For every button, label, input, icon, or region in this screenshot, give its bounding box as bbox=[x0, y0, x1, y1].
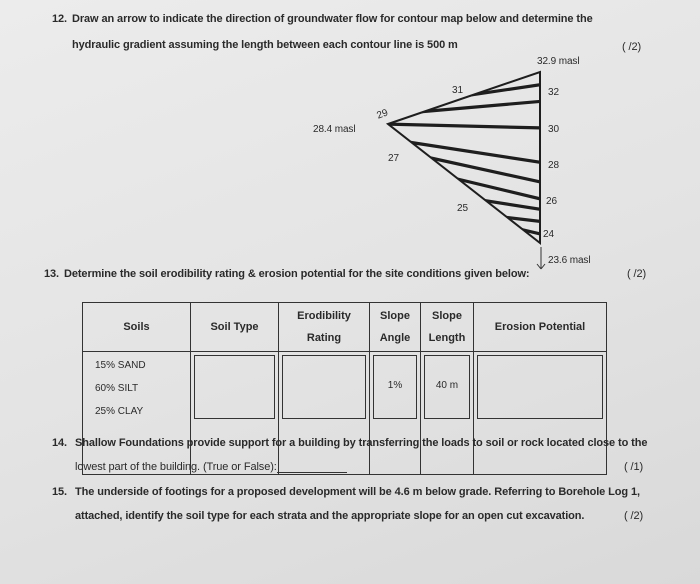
cell-slope-angle bbox=[370, 352, 421, 475]
contour-label-27: 27 bbox=[388, 153, 399, 164]
header-erodibility-rating: Erodibility Rating bbox=[279, 303, 370, 352]
contour-29-30 bbox=[382, 124, 545, 128]
label-bottom-elevation: 23.6 masl bbox=[548, 255, 591, 266]
erosion-potential-answer-box[interactable] bbox=[477, 355, 603, 419]
q14-number: 14. bbox=[52, 437, 67, 449]
contour-label-30: 30 bbox=[548, 124, 559, 135]
contour-label-24: 24 bbox=[543, 229, 554, 240]
soil-erosion-table bbox=[82, 302, 607, 475]
soil-type-answer-box[interactable] bbox=[194, 355, 275, 419]
cell-erosion-potential[interactable] bbox=[474, 352, 607, 475]
contour-label-26: 26 bbox=[546, 196, 557, 207]
q13-text: Determine the soil erodibility rating & erosion potential for the site conditions given below: bbox=[64, 268, 530, 280]
header-slope-angle: Slope Angle bbox=[370, 303, 421, 352]
soil-clay: 25% CLAY bbox=[95, 406, 144, 417]
q12-marks: ( /2) bbox=[622, 41, 642, 53]
header-soils: Soils bbox=[83, 303, 191, 352]
contour-28-5 bbox=[395, 140, 545, 163]
soil-sand: 15% SAND bbox=[95, 360, 146, 371]
contour-label-31: 31 bbox=[452, 85, 463, 96]
header-slope-length: Slope Length bbox=[421, 303, 474, 352]
q13-marks: ( /2) bbox=[627, 268, 647, 280]
table-row bbox=[83, 352, 607, 475]
cell-erodibility-rating[interactable] bbox=[279, 352, 370, 475]
q14-answer-blank[interactable] bbox=[277, 462, 347, 473]
header-erosion-potential: Erosion Potential bbox=[474, 303, 607, 352]
cell-soils bbox=[83, 352, 191, 475]
soil-silt: 60% SILT bbox=[95, 383, 139, 394]
contour-24 bbox=[502, 225, 545, 235]
cell-soil-type[interactable] bbox=[191, 352, 279, 475]
label-left-elevation: 28.4 masl bbox=[313, 124, 356, 135]
q14-marks: ( /1) bbox=[624, 461, 644, 473]
contour-27-28 bbox=[408, 153, 545, 183]
q15-text-line1: The underside of footings for a proposed development will be 4.6 m below grade. Referring to Borehole Log 1, bbox=[75, 486, 640, 498]
q14-text-line1: Shallow Foundations provide support for a building by transferring the loads to soil or rock located close to the bbox=[75, 437, 648, 449]
contour-label-28: 28 bbox=[548, 160, 559, 171]
q12-number: 12. bbox=[52, 13, 67, 25]
contour-26-5 bbox=[428, 172, 545, 200]
q12-text-line1: Draw an arrow to indicate the direction of groundwater flow for contour map below and determine the bbox=[72, 13, 593, 25]
contour-label-29: 29 bbox=[375, 107, 390, 122]
contour-label-25: 25 bbox=[457, 203, 468, 214]
erodibility-answer-box[interactable] bbox=[282, 355, 366, 419]
table-header-row bbox=[83, 303, 607, 352]
q13-number: 13. bbox=[44, 268, 59, 280]
q14-text-line2: lowest part of the building. (True or False): bbox=[75, 461, 347, 473]
header-soil-type: Soil Type bbox=[191, 303, 279, 352]
label-top-elevation: 32.9 masl bbox=[537, 56, 580, 67]
slope-angle-value: 1% bbox=[373, 355, 417, 419]
contour-label-32: 32 bbox=[548, 87, 559, 98]
q15-marks: ( /2) bbox=[624, 510, 644, 522]
slope-length-value: 40 m bbox=[424, 355, 470, 419]
q15-number: 15. bbox=[52, 486, 67, 498]
q15-text-line2: attached, identify the soil type for each strata and the appropriate slope for an open cut excavation. bbox=[75, 510, 585, 522]
cell-slope-length bbox=[421, 352, 474, 475]
q12-text-line2: hydraulic gradient assuming the length between each contour line is 500 m bbox=[72, 39, 458, 51]
